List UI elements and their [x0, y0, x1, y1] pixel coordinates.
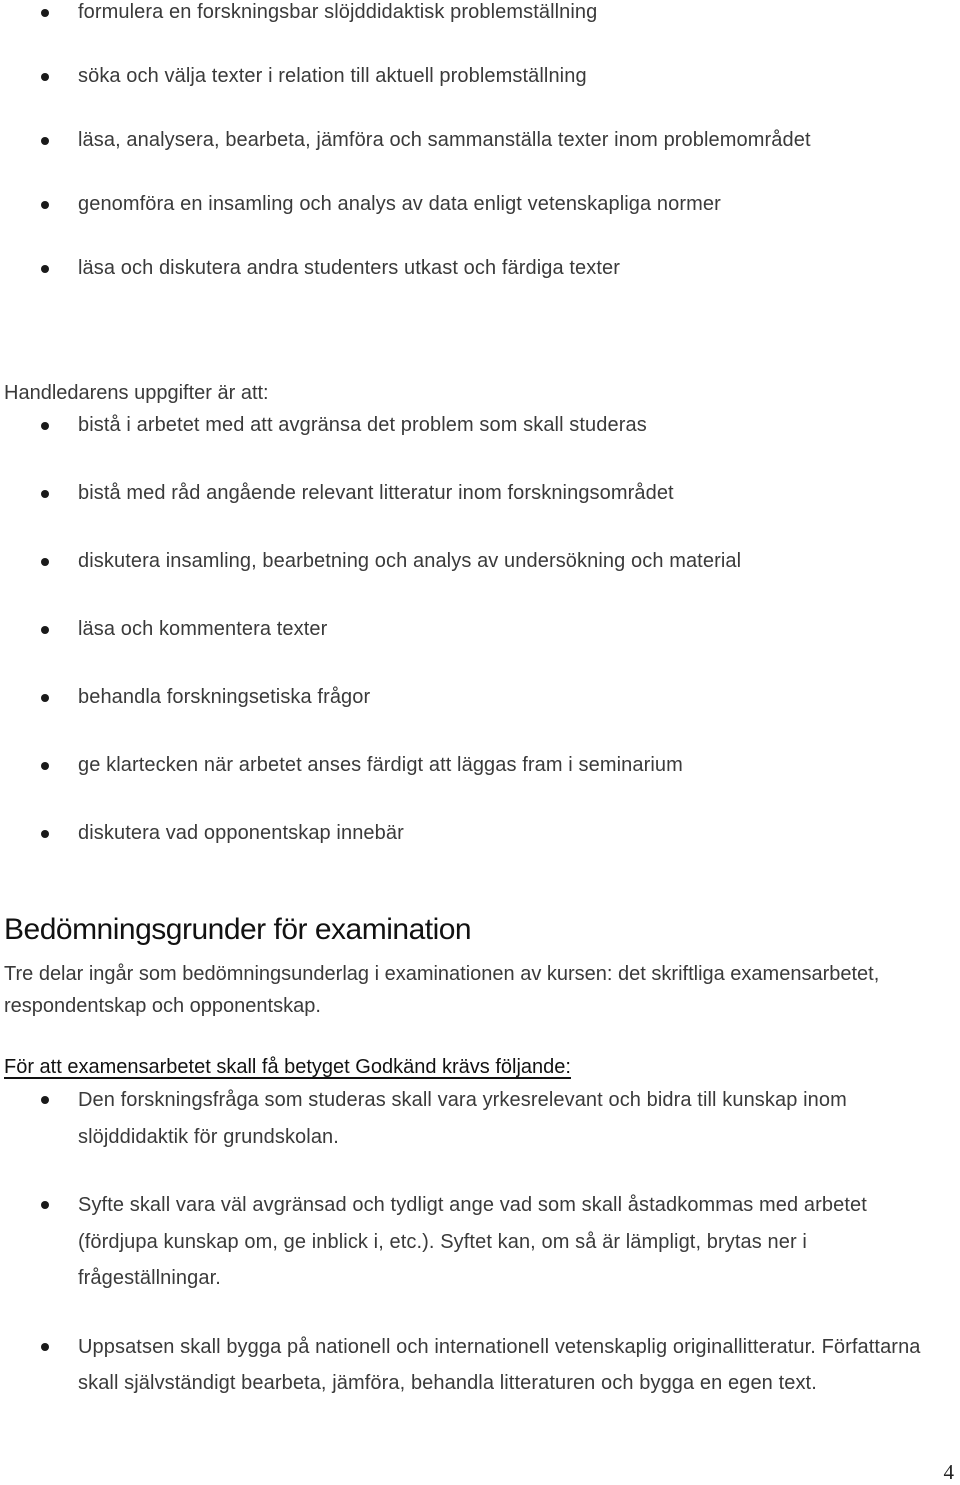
list-item-text: Syfte skall vara väl avgränsad och tydligt ange vad som skall åstadkommas med arbetet (fördjupa kunskap om, ge inblick i, etc.). Syftet kan, om så är lämpligt, brytas ner i frågeställningar.: [78, 1194, 867, 1289]
list-item-text: diskutera insamling, bearbetning och analys av undersökning och material: [78, 550, 742, 572]
page-number: 4: [943, 1460, 954, 1484]
list-item: [0, 753, 960, 821]
bullet-icon: [41, 490, 49, 498]
bullet-icon: [41, 1096, 49, 1104]
bullet-icon: [41, 422, 49, 430]
list-item: [0, 1082, 960, 1155]
list-item: [0, 0, 960, 64]
list-item: [0, 1187, 960, 1297]
list-item: [0, 256, 960, 320]
section-heading: Bedömningsgrunder för examination: [4, 913, 472, 946]
bullet-icon: [41, 265, 49, 273]
list-item-text: ge klartecken när arbetet anses färdigt att läggas fram i seminarium: [78, 754, 683, 776]
requirements-subheading: För att examensarbetet skall få betyget Godkänd krävs följande:: [4, 1056, 571, 1078]
requirements-list: [0, 1082, 960, 1402]
list-item-text: bistå i arbetet med att avgränsa det problem som skall studeras: [78, 414, 647, 436]
list-item-text: Uppsatsen skall bygga på nationell och internationell vetenskaplig originallitteratur. Författarna skall självständigt bearbeta, jämföra, behandla litteraturen och bygga en egen text.: [78, 1335, 921, 1394]
list-item: [0, 481, 960, 549]
list-item: [0, 1329, 960, 1402]
list-item-text: behandla forskningsetiska frågor: [78, 686, 371, 708]
list-item-text: läsa och kommentera texter: [78, 618, 328, 640]
list-item-text: formulera en forskningsbar slöjddidaktisk problemställning: [78, 1, 598, 23]
bullet-icon: [41, 694, 49, 702]
list-item: [0, 413, 960, 481]
student-tasks-list: [0, 0, 960, 320]
list-item: [0, 549, 960, 617]
list-item-text: genomföra en insamling och analys av data enligt vetenskapliga normer: [78, 193, 721, 215]
list-item: [0, 192, 960, 256]
list-item: [0, 821, 960, 889]
bullet-icon: [41, 558, 49, 566]
bullet-icon: [41, 73, 49, 81]
supervisor-heading: Handledarens uppgifter är att:: [4, 382, 269, 404]
bullet-icon: [41, 137, 49, 145]
list-item: [0, 685, 960, 753]
bullet-icon: [41, 201, 49, 209]
bullet-icon: [41, 830, 49, 838]
bullet-icon: [41, 9, 49, 17]
list-item-text: läsa, analysera, bearbeta, jämföra och sammanställa texter inom problemområdet: [78, 129, 811, 151]
list-item-text: bistå med råd angående relevant litteratur inom forskningsområdet: [78, 482, 674, 504]
list-item: [0, 617, 960, 685]
list-item-text: söka och välja texter i relation till aktuell problemställning: [78, 65, 587, 87]
bullet-icon: [41, 1343, 49, 1351]
list-item-text: läsa och diskutera andra studenters utkast och färdiga texter: [78, 257, 620, 279]
bullet-icon: [41, 762, 49, 770]
supervisor-tasks-list: [0, 413, 960, 889]
list-item: [0, 64, 960, 128]
bullet-icon: [41, 626, 49, 634]
list-item: [0, 128, 960, 192]
list-item-text: diskutera vad opponentskap innebär: [78, 822, 404, 844]
intro-paragraph: Tre delar ingår som bedömningsunderlag i examinationen av kursen: det skriftliga examensarbetet, respondentskap och opponentskap.: [4, 963, 880, 1017]
bullet-icon: [41, 1201, 49, 1209]
list-item-text: Den forskningsfråga som studeras skall vara yrkesrelevant och bidra till kunskap inom slöjddidaktik för grundskolan.: [78, 1089, 847, 1148]
